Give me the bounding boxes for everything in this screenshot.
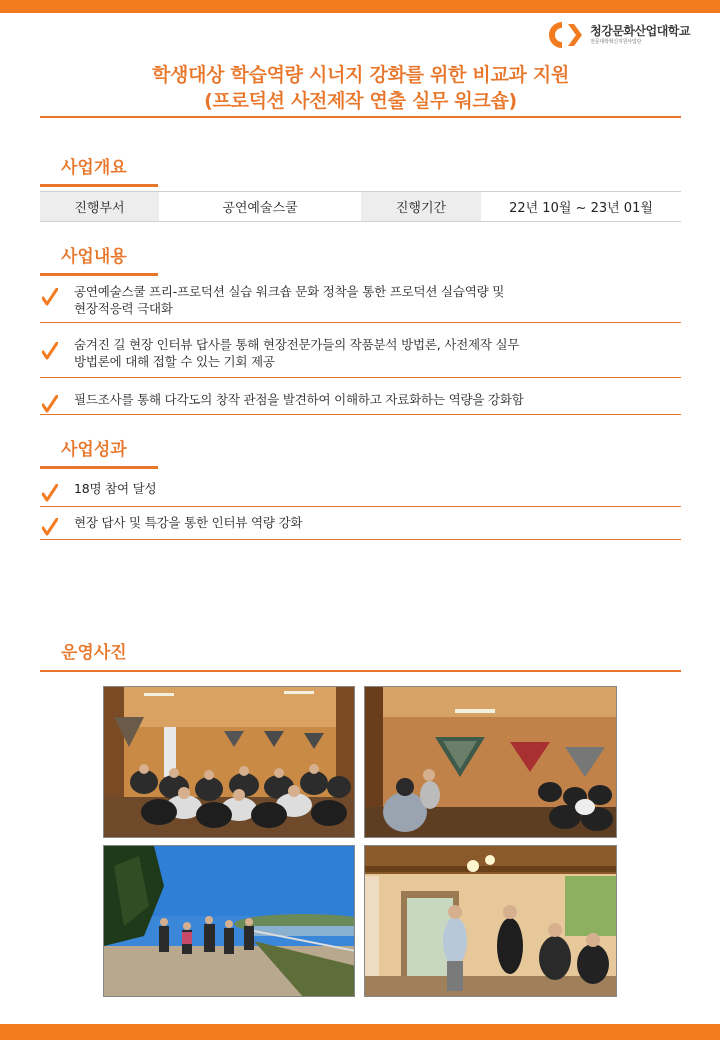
dept-label: 진행부서 <box>40 192 159 221</box>
period-label: 진행기간 <box>361 192 481 221</box>
university-logo <box>546 20 690 50</box>
checkmark-icon <box>42 288 58 306</box>
logo-subtitle: 전문대학혁신지원사업단 <box>590 39 642 45</box>
ck-logo-icon <box>546 22 586 48</box>
content-item <box>40 389 681 415</box>
photos-heading <box>40 641 158 665</box>
workshop-lecture-photo <box>364 686 617 838</box>
results-item-line1: 현장 답사 및 특강을 통한 인터뷰 역량 강화 <box>74 515 303 530</box>
content-item-line2: 현장적응력 극대화 <box>74 301 173 316</box>
content-heading-label: 사업내용 <box>61 247 127 267</box>
content-item <box>40 336 681 378</box>
workshop-seated-photo <box>103 686 355 838</box>
content-heading-underline <box>40 273 158 276</box>
checkmark-icon <box>42 518 58 536</box>
content-item-line2: 방법론에 대해 접할 수 있는 기회 제공 <box>74 354 275 369</box>
content-item-line1: 숨겨진 길 현장 인터뷰 답사를 통해 현장전문가들의 작품분석 방법론, 사전제작 실무 <box>74 337 520 352</box>
results-item <box>40 476 681 507</box>
title-divider <box>40 116 681 118</box>
content-item <box>40 280 681 323</box>
interview-room-photo <box>364 845 617 997</box>
content-item-line1: 필드조사를 통해 다각도의 창작 관점을 발견하여 이해하고 자료화하는 역량을 강화함 <box>74 392 524 407</box>
results-heading-underline <box>40 466 158 469</box>
bottom-accent-bar <box>0 1024 720 1040</box>
page-title <box>40 62 681 114</box>
checkmark-icon <box>42 395 58 413</box>
top-accent-bar <box>0 0 720 13</box>
overview-heading-underline <box>40 184 158 187</box>
content-item-line1: 공연예술스쿨 프리-프로덕션 실습 워크숍 문화 정착을 통한 프로덕션 실습역량 및 <box>74 284 505 299</box>
checkmark-icon <box>42 342 58 360</box>
content-heading <box>40 245 158 276</box>
results-item <box>40 512 681 540</box>
page-title-line1: 학생대상 학습역량 시너지 강화를 위한 비교과 지원 <box>151 64 570 86</box>
results-item-line1: 18명 참여 달성 <box>74 481 157 496</box>
photos-heading-underline <box>40 670 681 672</box>
checkmark-icon <box>42 484 58 502</box>
results-heading <box>40 438 158 469</box>
overview-heading <box>40 156 158 187</box>
overview-table <box>40 191 681 222</box>
field-trip-walk-photo <box>103 845 355 997</box>
overview-heading-label: 사업개요 <box>61 158 127 178</box>
dept-value: 공연예술스쿨 <box>222 201 298 216</box>
logo-name: 청강문화산업대학교 <box>590 24 690 38</box>
photos-heading-label: 운영사진 <box>61 643 127 663</box>
period-value: 22년 10월 ~ 23년 01월 <box>509 201 653 216</box>
results-heading-label: 사업성과 <box>61 440 127 460</box>
page-title-line2: (프로덕션 사전제작 연출 실무 워크숍) <box>204 90 517 112</box>
